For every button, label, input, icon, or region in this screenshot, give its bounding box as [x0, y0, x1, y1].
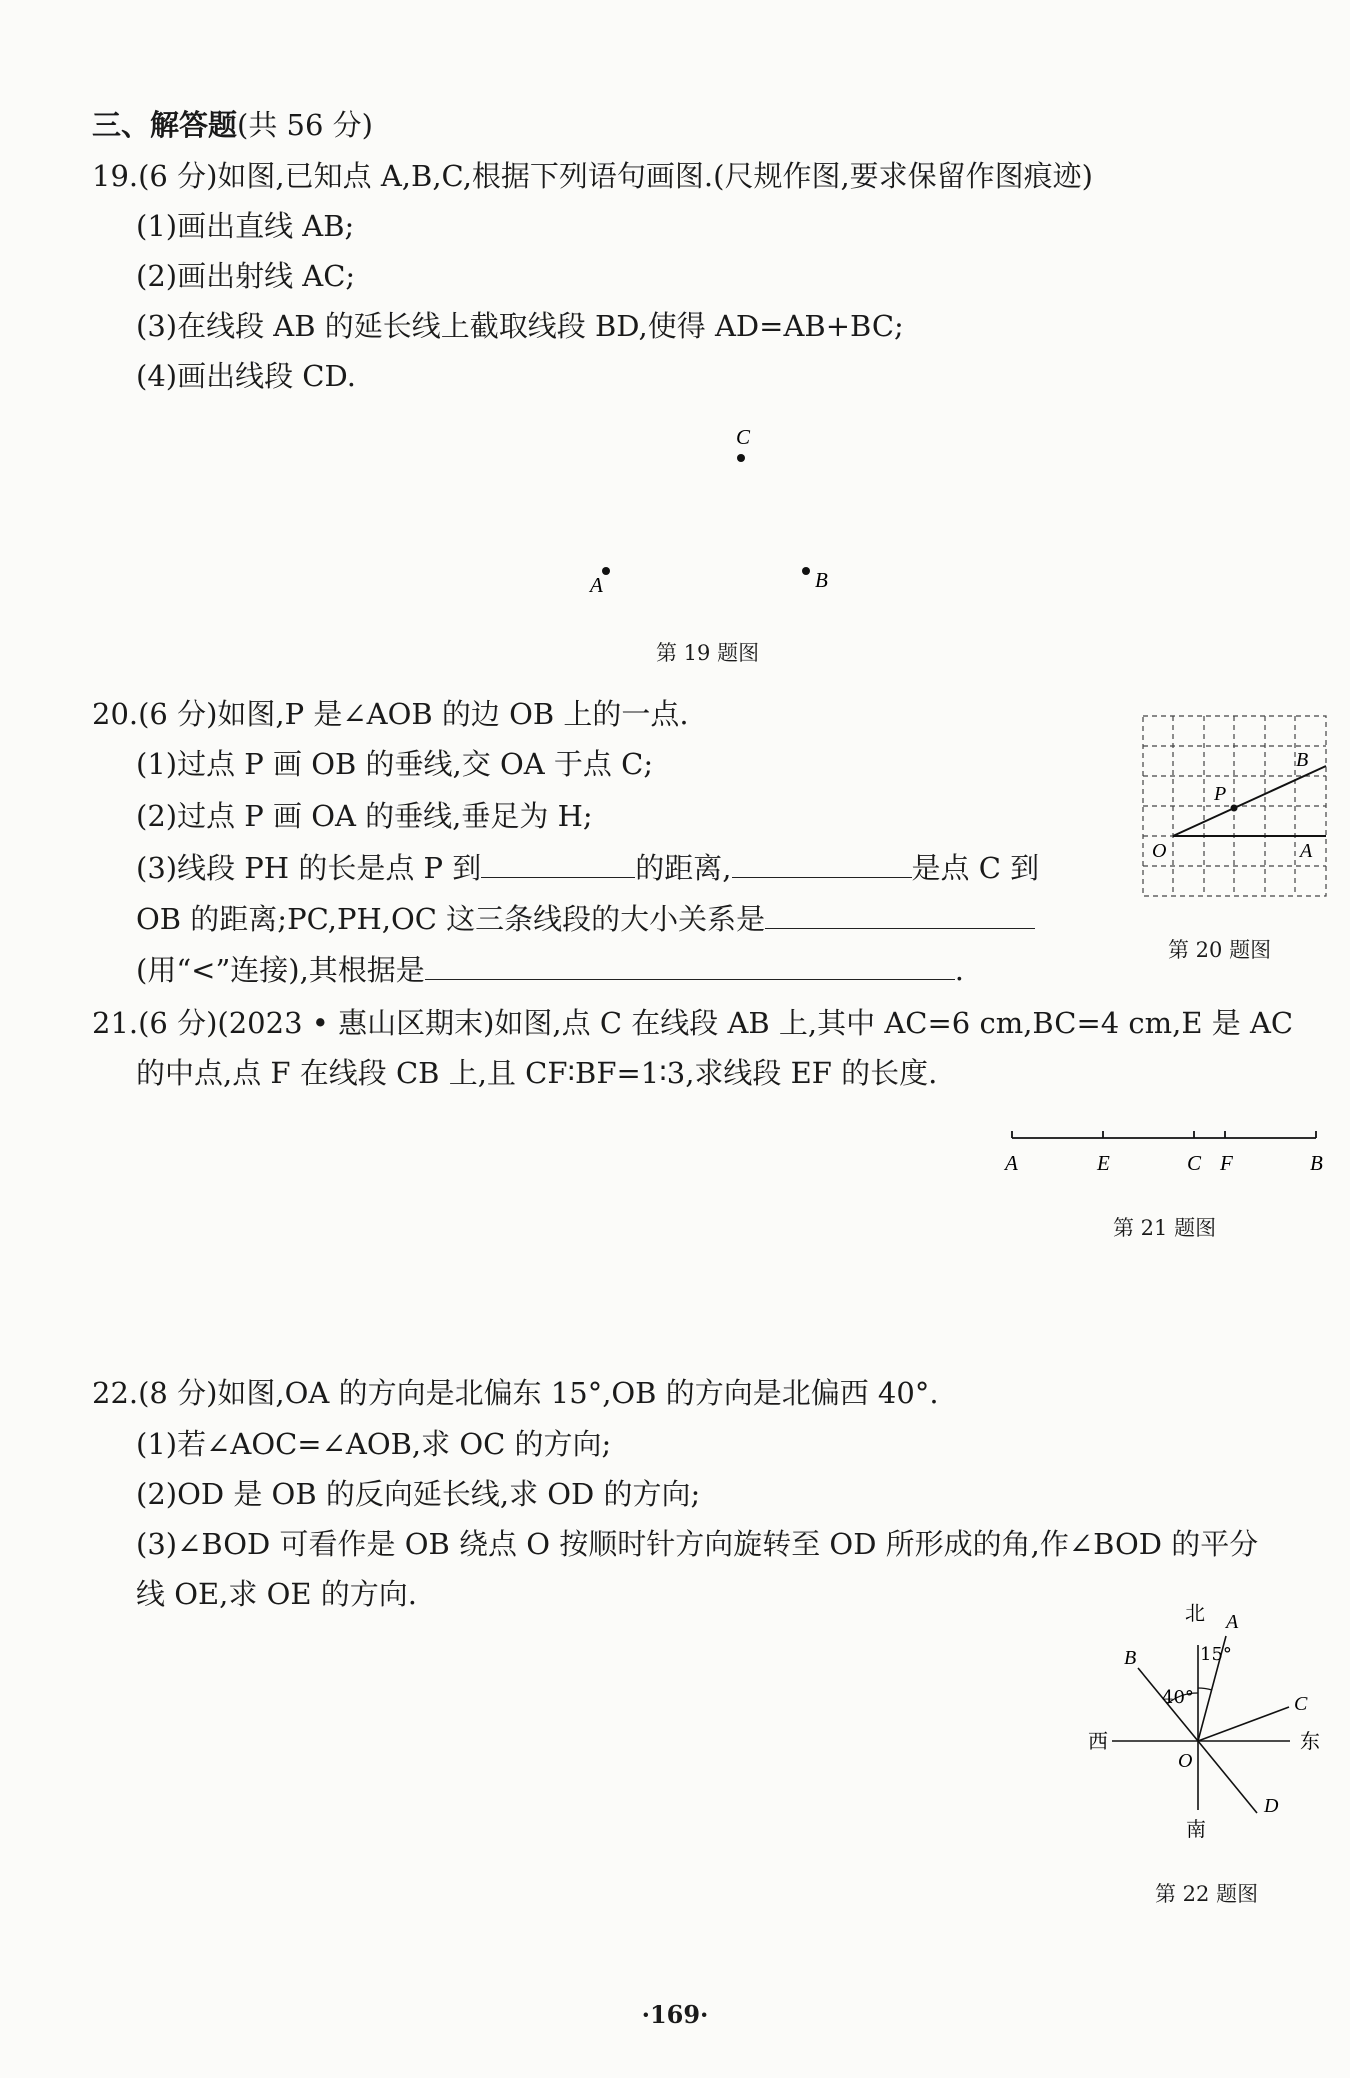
q22-ray-oc [1198, 1707, 1289, 1741]
q20-label-o: O [1152, 840, 1167, 862]
q22-item-1: (1)若∠AOC=∠AOB,求 OC 的方向; [136, 1427, 612, 1461]
q22-label-o: O [1178, 1750, 1193, 1772]
q20-item-3-a: (3)线段 PH 的长是点 P 到 [136, 851, 482, 885]
q19-item-1: (1)画出直线 AB; [136, 209, 355, 243]
section-title: 三、解答题 [92, 108, 238, 142]
q20-line-3-end: . [954, 953, 965, 987]
q20-label-a: A [1300, 840, 1313, 862]
q19-point-a-label: A [590, 573, 603, 597]
q22-angle-40: 40° [1162, 1687, 1194, 1708]
q22-stem: 22.(8 分)如图,OA 的方向是北偏东 15°,OB 的方向是北偏西 40°. [92, 1376, 939, 1410]
q22-item-4: 线 OE,求 OE 的方向. [136, 1577, 417, 1611]
q19-item-4: (4)画出线段 CD. [136, 359, 356, 393]
q22-ray-od [1198, 1741, 1257, 1813]
q19-stem: 19.(6 分)如图,已知点 A,B,C,根据下列语句画图.(尺规作图,要求保留作图痕迹) [92, 159, 1093, 193]
q20-caption: 第 20 题图 [1168, 938, 1272, 962]
q22-caption: 第 22 题图 [1155, 1882, 1259, 1906]
q22-angle-15: 15° [1200, 1644, 1232, 1665]
q22-item-3: (3)∠BOD 可看作是 OB 绕点 O 按顺时针方向旋转至 OD 所形成的角,作∠BOD 的平分 [136, 1527, 1259, 1561]
q20-line-3-text: (用“<”连接),其根据是 [136, 953, 425, 987]
q22-arc-15 [1198, 1688, 1212, 1690]
q22-dir-west: 西 [1088, 1729, 1108, 1753]
q19-caption: 第 19 题图 [656, 641, 760, 665]
q19-point-c-label: C [736, 425, 751, 449]
q22-dir-east: 东 [1300, 1729, 1320, 1753]
q20-label-p: P [1214, 783, 1227, 805]
q22-label-d: D [1264, 1795, 1279, 1817]
q22-label-a: A [1226, 1611, 1239, 1633]
q22-dir-north: 北 [1185, 1601, 1205, 1625]
q22-dir-south: 南 [1186, 1817, 1206, 1841]
q19-point-b-label: B [815, 568, 828, 592]
q20-stem: 20.(6 分)如图,P 是∠AOB 的边 OB 上的一点. [92, 697, 689, 731]
q22-label-b: B [1124, 1647, 1137, 1669]
q20-item-2: (2)过点 P 画 OA 的垂线,垂足为 H; [136, 799, 593, 833]
q21-label-b: B [1310, 1151, 1323, 1175]
q20-label-b: B [1296, 749, 1309, 771]
q21-stem-2: 的中点,点 F 在线段 CB 上,且 CF∶BF=1∶3,求线段 EF 的长度. [136, 1056, 938, 1090]
q22-item-2: (2)OD 是 OB 的反向延长线,求 OD 的方向; [136, 1477, 701, 1511]
q19-item-2: (2)画出射线 AC; [136, 259, 356, 293]
q19-item-3: (3)在线段 AB 的延长线上截取线段 BD,使得 AD=AB+BC; [136, 309, 904, 343]
q21-label-c: C [1187, 1151, 1202, 1175]
section-score: (共 56 分) [237, 108, 373, 142]
q20-line-2-text: OB 的距离;PC,PH,OC 这三条线段的大小关系是 [136, 902, 766, 936]
q21-label-e: E [1097, 1151, 1110, 1175]
q20-item-3-b: 的距离, [635, 851, 732, 885]
q21-label-f: F [1220, 1151, 1233, 1175]
page-number: ·169· [641, 2000, 709, 2029]
q21-label-a: A [1005, 1151, 1018, 1175]
q20-item-3-c: 是点 C 到 [911, 851, 1040, 885]
q22-label-c: C [1294, 1693, 1308, 1715]
q21-caption: 第 21 题图 [1113, 1216, 1217, 1240]
q21-stem-1: 21.(6 分)(2023 • 惠山区期末)如图,点 C 在线段 AB 上,其中 AC=6 cm,BC=4 cm,E 是 AC [92, 1006, 1294, 1040]
q20-item-1: (1)过点 P 画 OB 的垂线,交 OA 于点 C; [136, 747, 654, 781]
